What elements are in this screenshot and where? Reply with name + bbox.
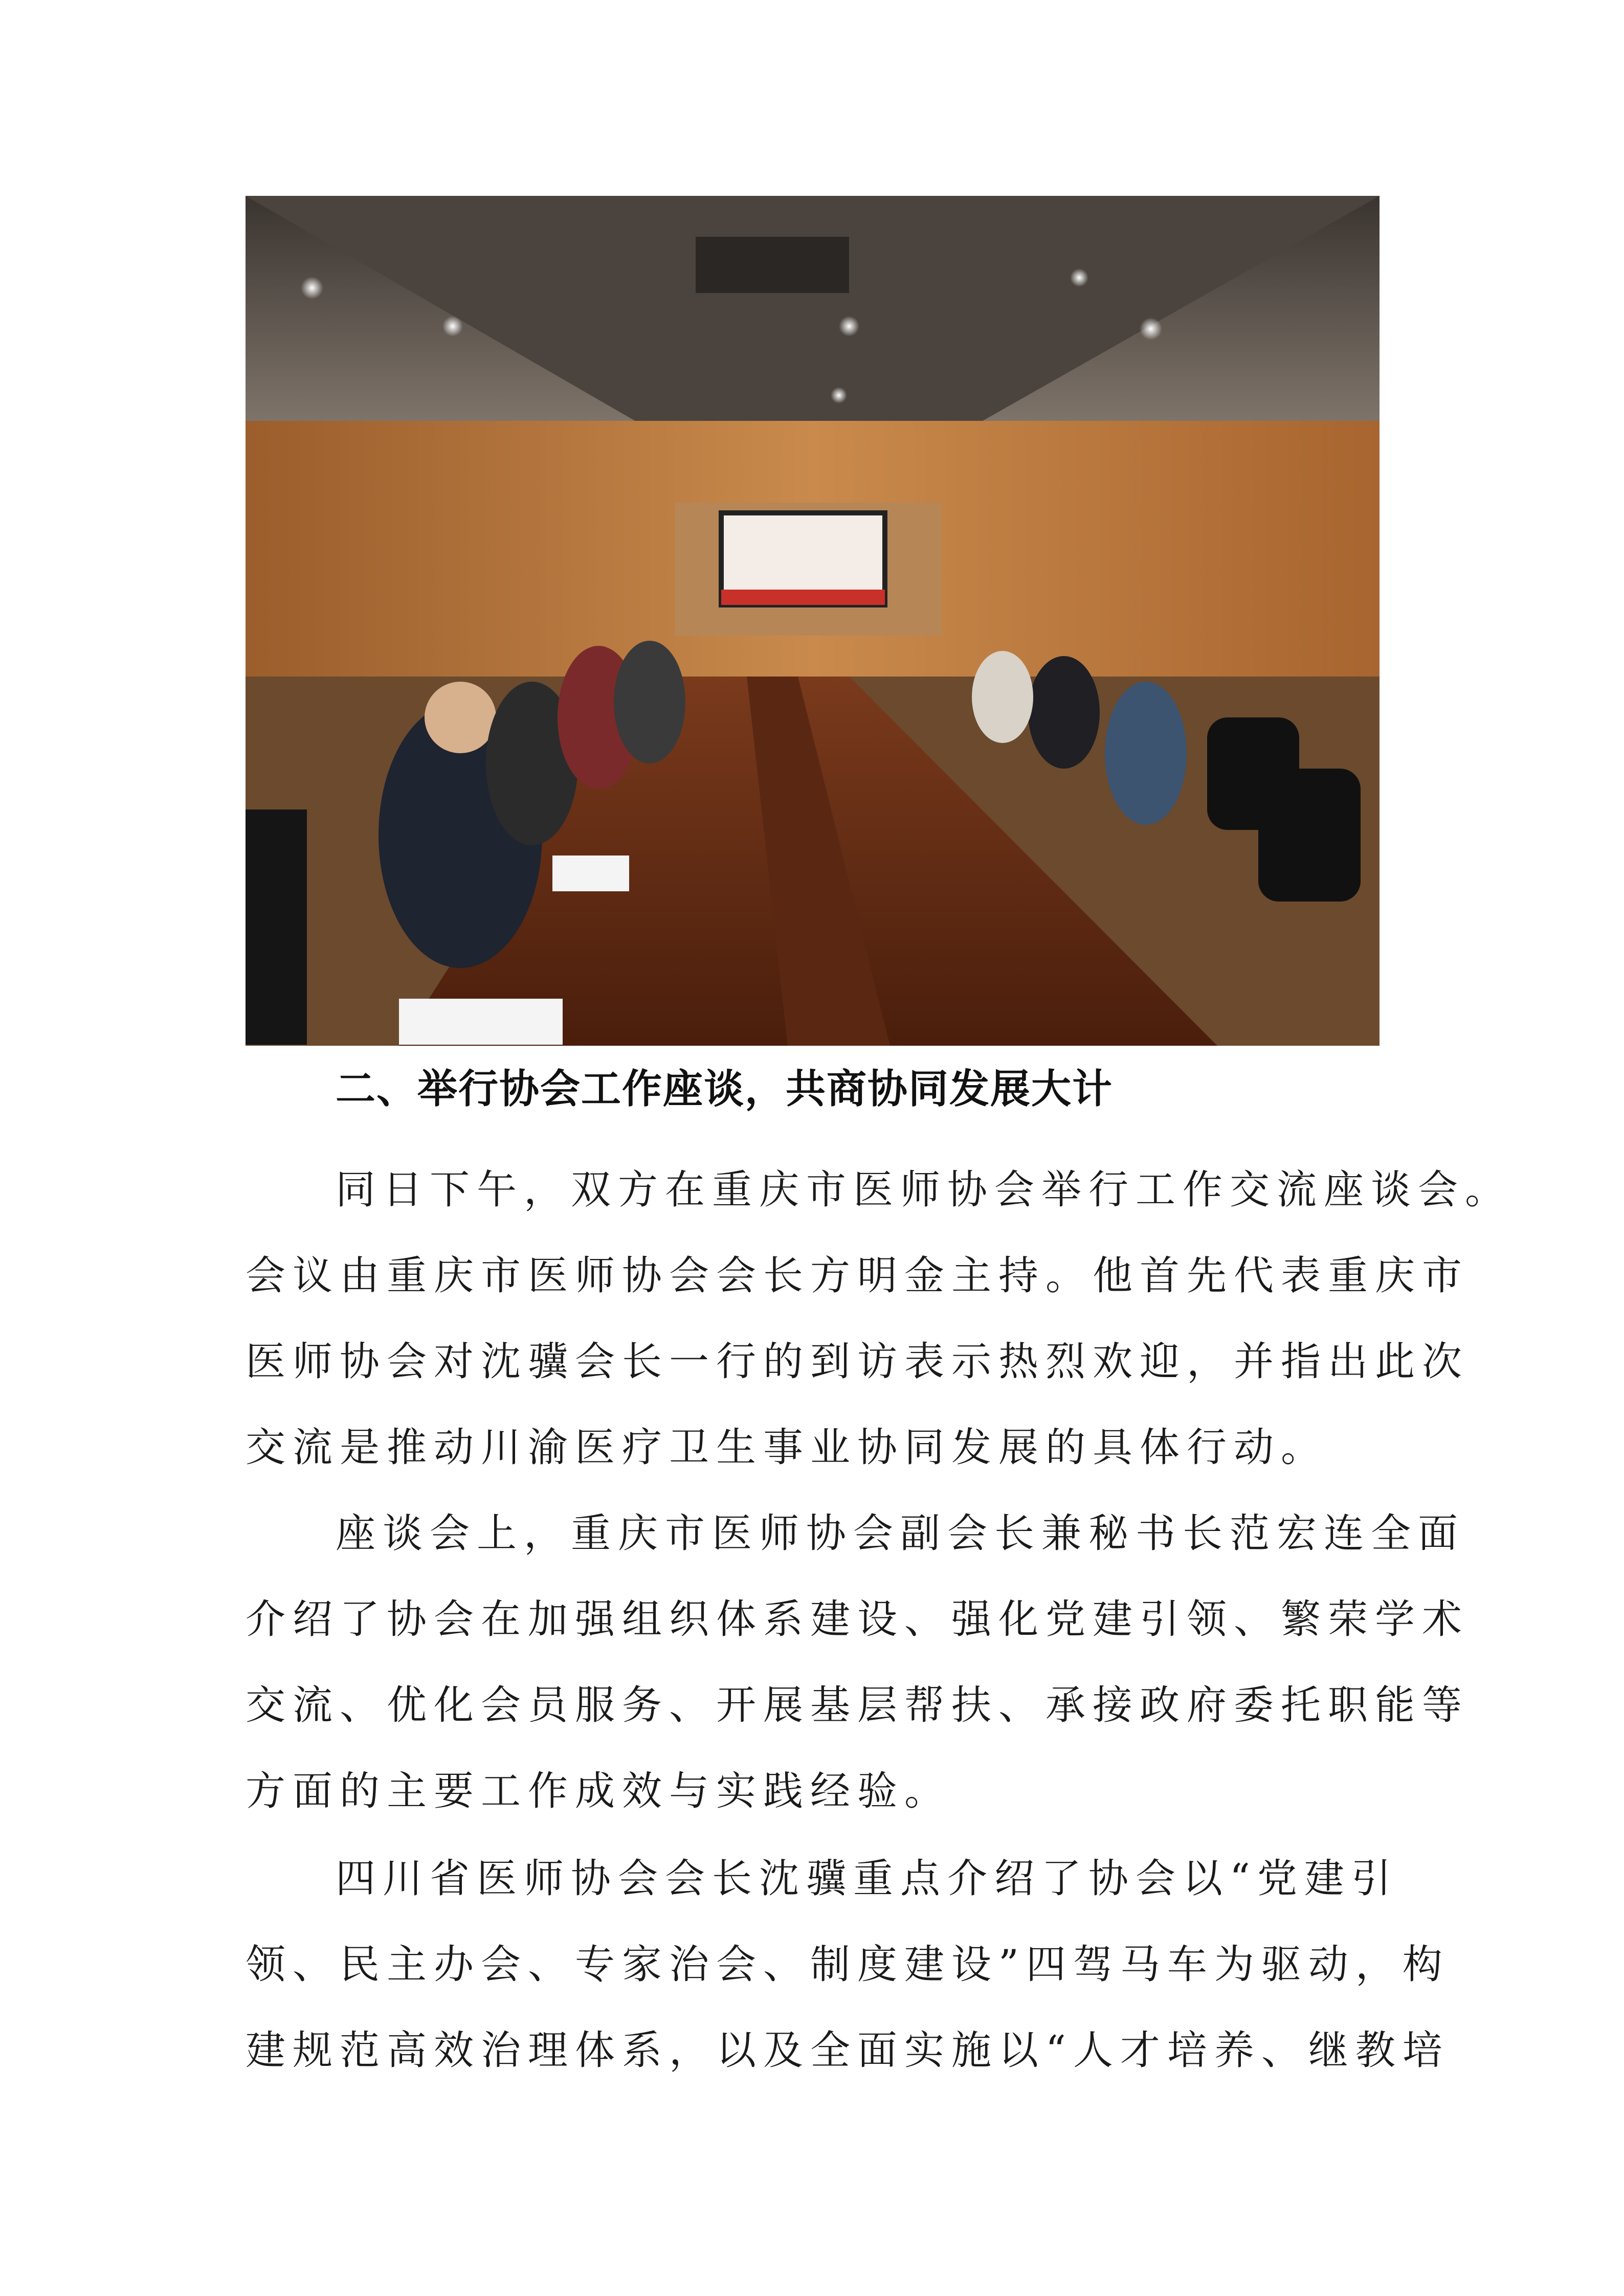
paragraph-line: 交流、优化会员服务、开展基层帮扶、承接政府委托职能等 — [246, 1682, 1470, 1728]
paragraph-line: 同日下午，双方在重庆市医师协会举行工作交流座谈会。 — [336, 1167, 1512, 1213]
section-heading: 二、举行协会工作座谈，共商协同发展大计 — [336, 1066, 1114, 1112]
paragraph-line: 交流是推动川渝医疗卫生事业协同发展的具体行动。 — [246, 1425, 1328, 1471]
paragraph-line: 医师协会对沈骥会长一行的到访表示热烈欢迎，并指出此次 — [246, 1339, 1470, 1385]
meeting-room-photo — [246, 196, 1380, 1046]
paragraph-line: 会议由重庆市医师协会会长方明金主持。他首先代表重庆市 — [246, 1253, 1470, 1299]
paragraph-line: 方面的主要工作成效与实践经验。 — [246, 1768, 952, 1814]
paragraph-3 — [246, 1836, 1450, 2094]
paragraph-line: 领、民主办会、专家治会、制度建设”四驾马车为驱动，构 — [246, 1942, 1450, 1988]
paragraph-line: 介绍了协会在加强组织体系建设、强化党建引领、繁荣学术 — [246, 1596, 1470, 1642]
paragraph-line: 建规范高效治理体系，以及全面实施以“人才培养、继教培 — [246, 2028, 1450, 2074]
paragraph-line: 座谈会上，重庆市医师协会副会长兼秘书长范宏连全面 — [336, 1511, 1465, 1557]
paragraph-line: 四川省医师协会会长沈骥重点介绍了协会以“党建引 — [336, 1856, 1398, 1902]
paragraph-2 — [246, 1491, 1470, 1834]
paragraph-1 — [246, 1147, 1512, 1491]
